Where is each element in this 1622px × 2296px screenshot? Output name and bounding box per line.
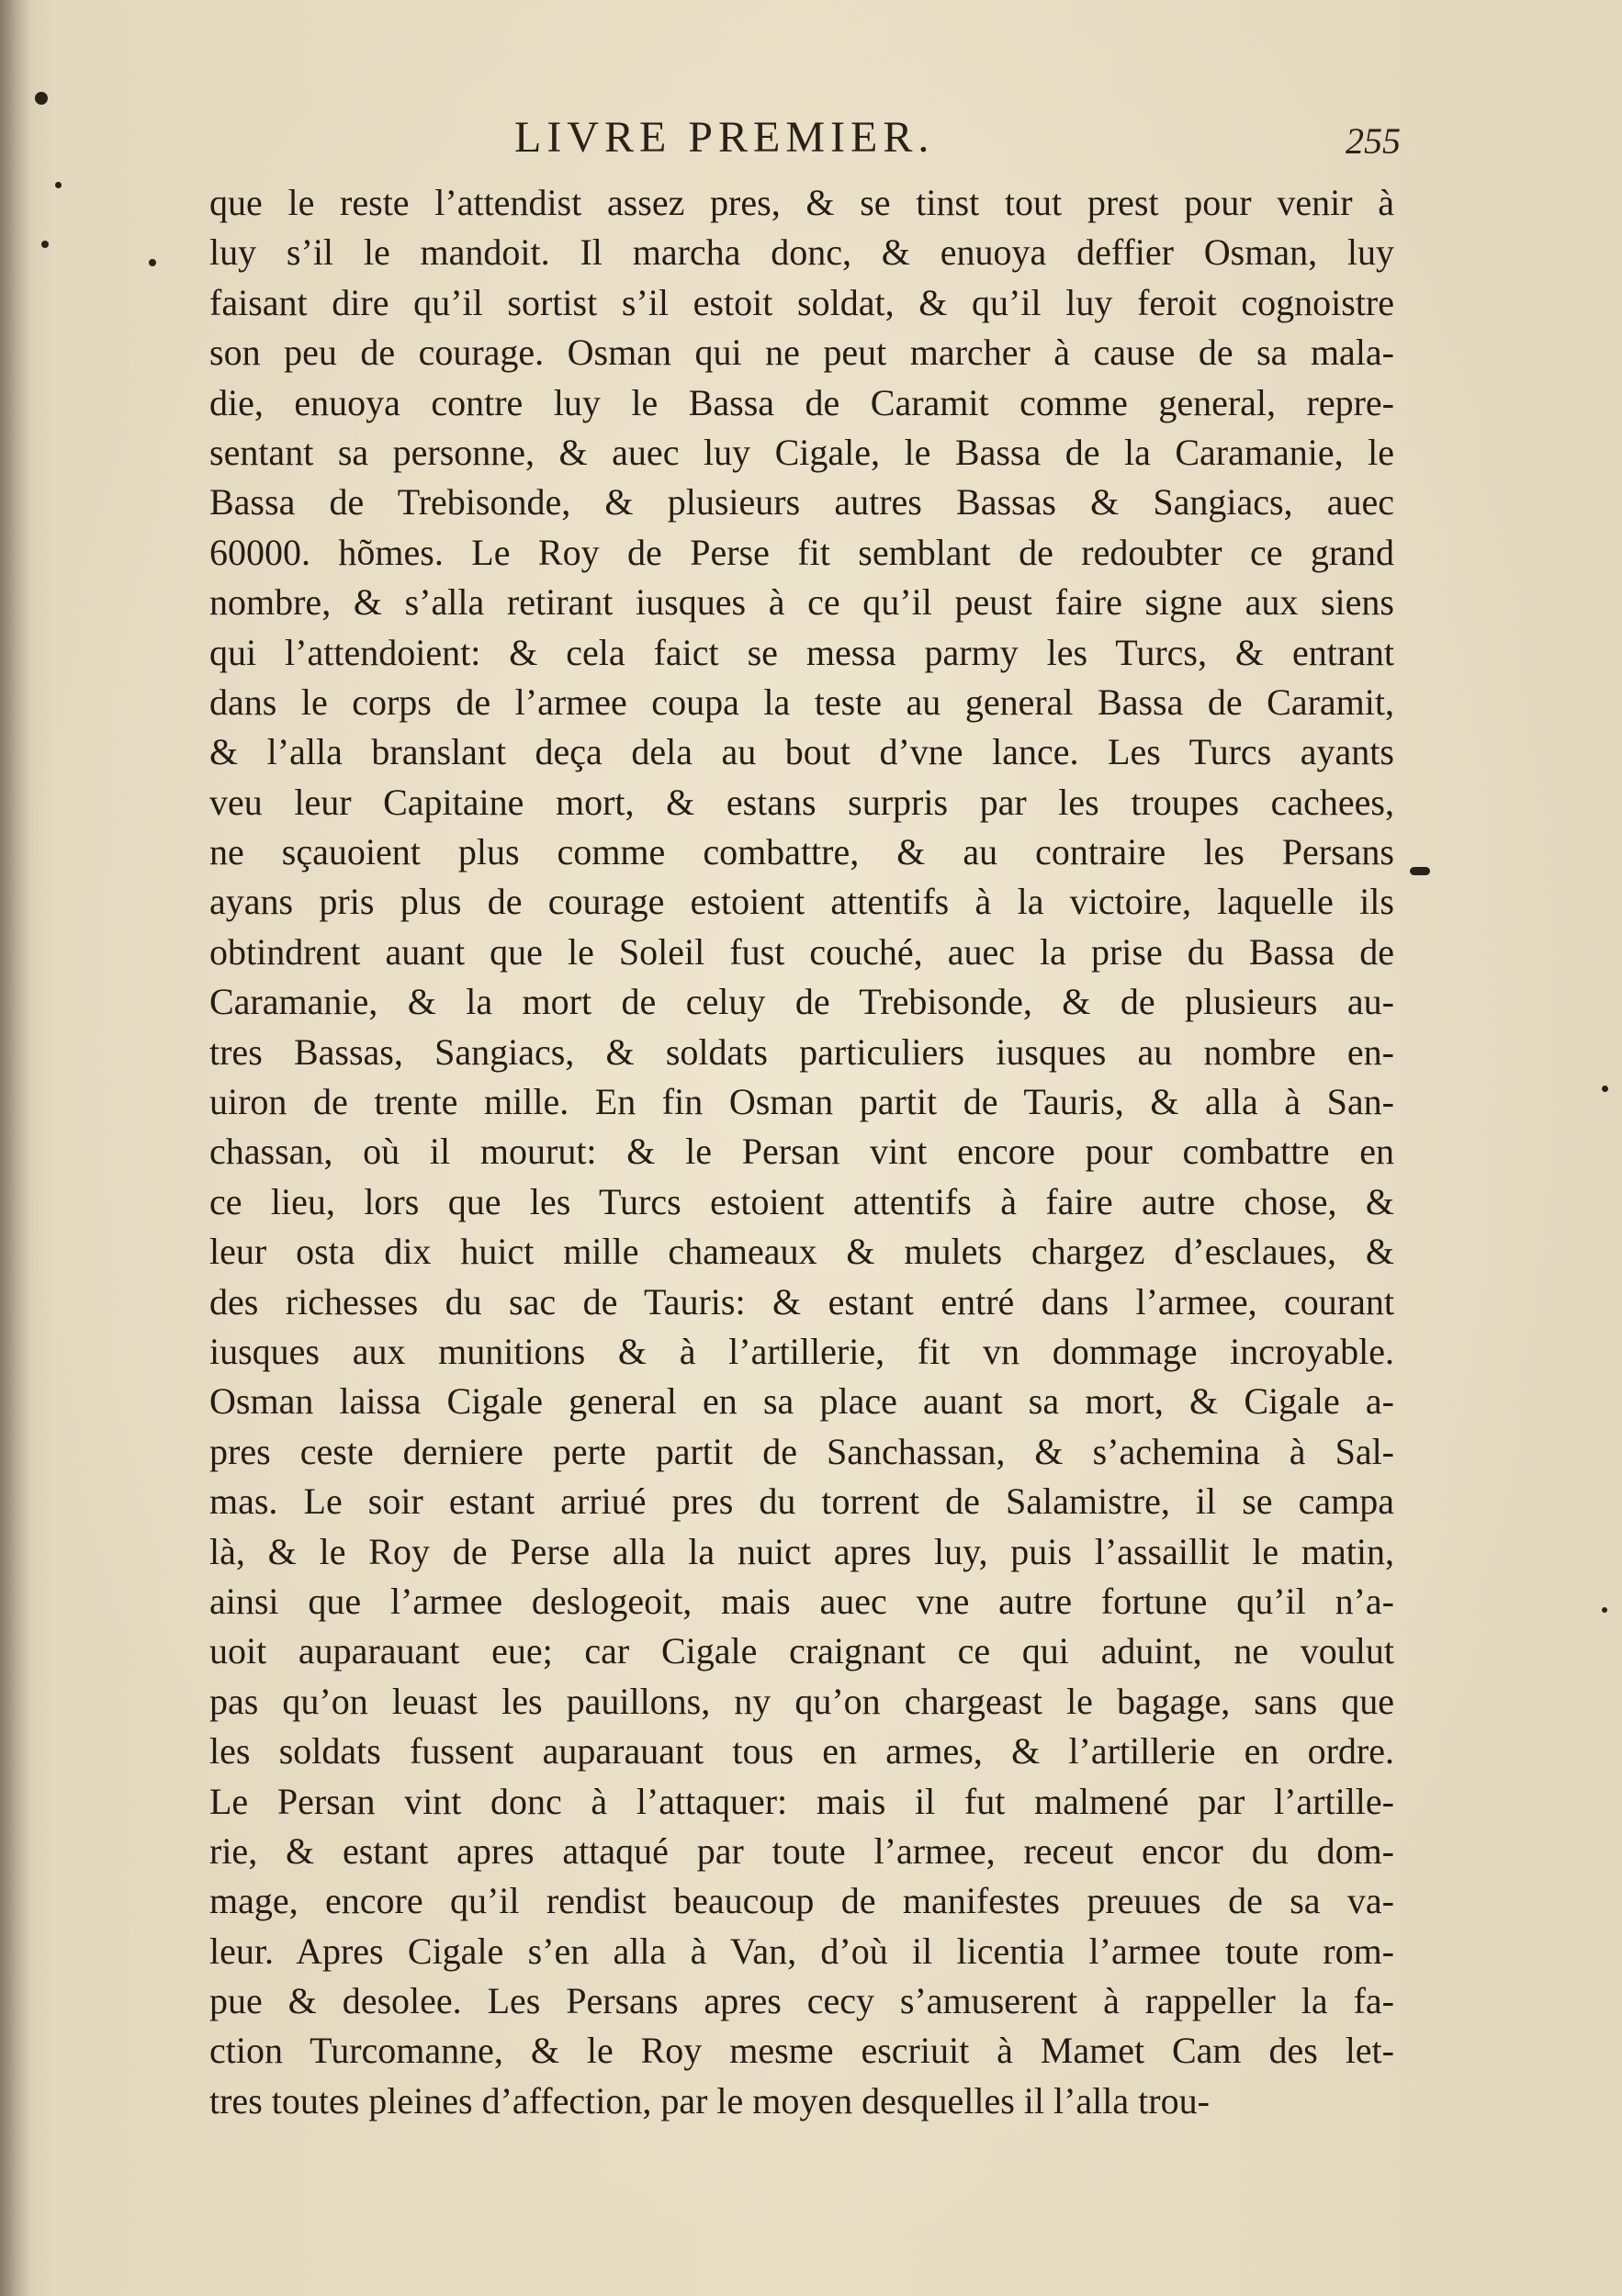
text-line: pas qu’on leuast les pauillons, ny qu’on chargeast le bagage, sans que [209, 1680, 1394, 1722]
ink-speck [35, 92, 48, 105]
text-line: pue & desolee. Les Persans apres cecy s’amuserent à rappeller la fa- [209, 1980, 1394, 2022]
ink-speck [1602, 1607, 1607, 1613]
text-line: rie, & estant apres attaqué par toute l’armee, receut encor du dom- [209, 1829, 1394, 1872]
text-line: tres toutes pleines d’affection, par le moyen desquelles il l’alla trou- [209, 2079, 1210, 2122]
text-line: ce lieu, lors que les Turcs estoient attentifs à faire autre chose, & [209, 1180, 1394, 1222]
text-line: faisant dire qu’il sortist s’il estoit soldat, & qu’il luy feroit cognoistre [209, 281, 1394, 323]
running-title: LIVRE PREMIER. [514, 113, 935, 162]
text-line: mage, encore qu’il rendist beaucoup de manifestes preuues de sa va- [209, 1880, 1394, 1922]
text-line: Caramanie, & la mort de celuy de Trebisonde, & de plusieurs au- [209, 981, 1394, 1023]
text-line: mas. Le soir estant arriué pres du torrent de Salamistre, il se campa [209, 1480, 1394, 1523]
text-line: iusques aux munitions & à l’artillerie, fit vn dommage incroyable. [209, 1330, 1394, 1372]
text-line: obtindrent auant que le Soleil fust couché, auec la prise du Bassa de [209, 930, 1394, 973]
text-line: Bassa de Trebisonde, & plusieurs autres Bassas & Sangiacs, auec [209, 481, 1394, 523]
text-line: die, enuoya contre luy le Bassa de Caramit comme general, repre- [209, 381, 1394, 423]
body-text [209, 178, 1394, 2126]
text-line: & l’alla branslant deça dela au bout d’vne lance. Les Turcs ayants [209, 731, 1394, 773]
text-line: dans le corps de l’armee coupa la teste au general Bassa de Caramit, [209, 681, 1394, 723]
text-line: nombre, & s’alla retirant iusques à ce qu’il peust faire signe aux siens [209, 581, 1394, 624]
ink-speck [1602, 1086, 1608, 1092]
text-line: veu leur Capitaine mort, & estans surpris par les troupes cachees, [209, 781, 1394, 823]
text-line: là, & le Roy de Perse alla la nuict apres luy, puis l’assaillit le matin, [209, 1530, 1394, 1572]
text-line: sentant sa personne, & auec luy Cigale, le Bassa de la Caramanie, le [209, 431, 1394, 473]
text-line: leur. Apres Cigale s’en alla à Van, d’où il licentia l’armee toute rom- [209, 1930, 1394, 1972]
text-line: Le Persan vint donc à l’attaquer: mais il fut malmené par l’artille- [209, 1780, 1394, 1822]
text-line: chassan, où il mourut: & le Persan vint encore pour combattre en [209, 1131, 1394, 1173]
text-line: pres ceste derniere perte partit de Sanchassan, & s’achemina à Sal- [209, 1430, 1394, 1472]
text-line: les soldats fussent auparauant tous en armes, & l’artillerie en ordre. [209, 1730, 1394, 1773]
text-line: ayans pris plus de courage estoient attentifs à la victoire, laquelle ils [209, 881, 1394, 923]
text-line: des richesses du sac de Tauris: & estant entré dans l’armee, courant [209, 1280, 1394, 1322]
text-line: ction Turcomanne, & le Roy mesme escriuit à Mamet Cam des let- [209, 2030, 1394, 2072]
ink-speck [55, 182, 62, 188]
text-line: que le reste l’attendist assez pres, & se tinst tout prest pour venir à [209, 182, 1394, 223]
text-line: leur osta dix huict mille chameaux & mulets chargez d’esclaues, & [209, 1231, 1394, 1273]
text-line: luy s’il le mandoit. Il marcha donc, & enuoya deffier Osman, luy [209, 231, 1394, 274]
ink-speck [41, 241, 49, 248]
text-line: uiron de trente mille. En fin Osman partit de Tauris, & alla à San- [209, 1081, 1394, 1123]
text-line: uoit auparauant eue; car Cigale craignant ce qui aduint, ne voulut [209, 1630, 1394, 1672]
ink-speck [149, 259, 156, 266]
text-line: ne sçauoient plus comme combattre, & au contraire les Persans [209, 831, 1394, 873]
text-line: Osman laissa Cigale general en sa place auant sa mort, & Cigale a- [209, 1380, 1394, 1423]
ink-speck [1410, 867, 1430, 875]
page-number: 255 [1346, 120, 1401, 162]
text-line: 60000. hõmes. Le Roy de Perse fit semblant de redoubter ce grand [209, 531, 1394, 573]
binding-shadow [0, 0, 31, 2296]
text-line: ainsi que l’armee deslogeoit, mais auec vne autre fortune qu’il n’a- [209, 1580, 1394, 1622]
text-line: qui l’attendoient: & cela faict se messa parmy les Turcs, & entrant [209, 631, 1394, 673]
text-line: son peu de courage. Osman qui ne peut marcher à cause de sa mala- [209, 332, 1394, 374]
text-line: tres Bassas, Sangiacs, & soldats particuliers iusques au nombre en- [209, 1030, 1394, 1073]
